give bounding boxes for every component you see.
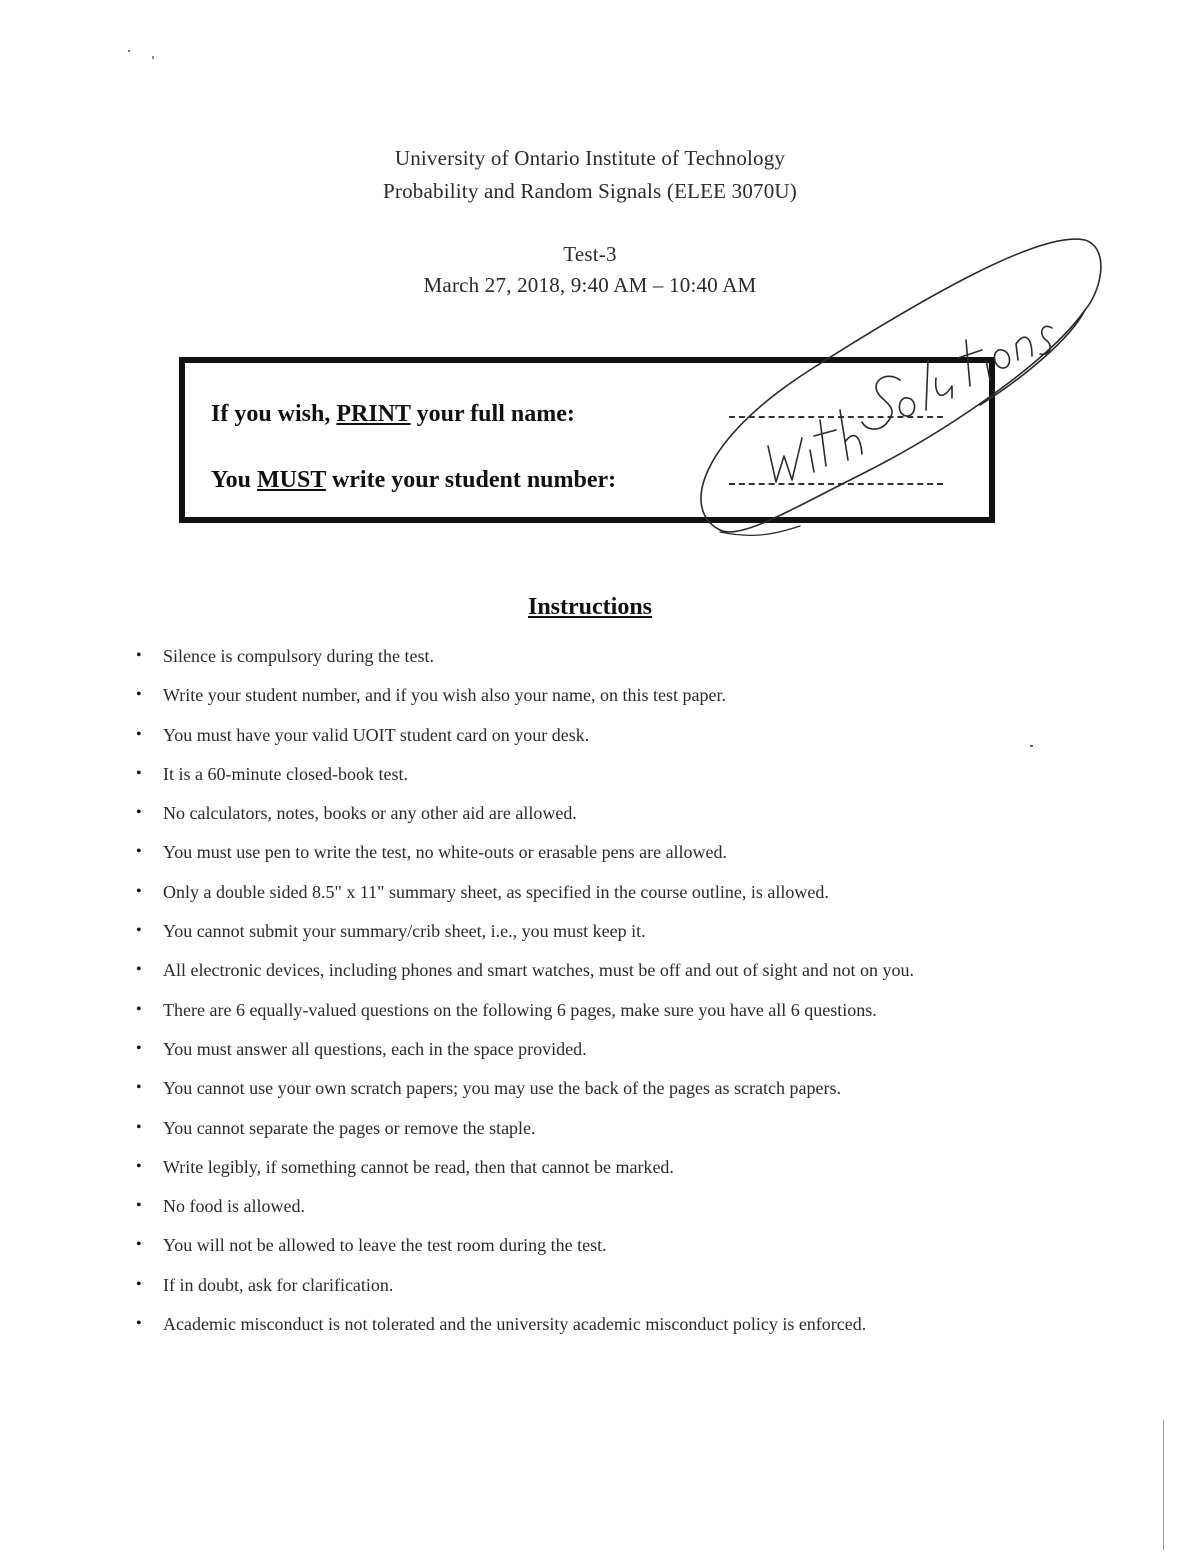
instruction-text: Only a double sided 8.5" x 11" summary sheet, as specified in the course outline, is allowed. [163, 881, 829, 902]
bullet-icon: • [136, 882, 142, 900]
instruction-text: You cannot separate the pages or remove the staple. [163, 1117, 536, 1138]
instruction-item [136, 801, 1086, 840]
instruction-item [136, 919, 1086, 958]
bullet-icon: • [136, 1157, 142, 1175]
bullet-icon: • [136, 922, 142, 940]
instruction-item [136, 1194, 1086, 1233]
instruction-item [136, 998, 1086, 1037]
bullet-icon: • [136, 764, 142, 782]
must-emphasis: MUST [257, 467, 326, 493]
instruction-item [136, 683, 1086, 722]
print-emphasis: PRINT [336, 401, 411, 427]
bullet-icon: • [136, 1118, 142, 1136]
instruction-item [136, 644, 1086, 683]
bullet-icon: • [136, 1079, 142, 1097]
instruction-text: No calculators, notes, books or any other aid are allowed. [163, 803, 577, 824]
instruction-text: You cannot use your own scratch papers; you may use the back of the pages as scratch papers. [163, 1078, 841, 1099]
bullet-icon: • [136, 686, 142, 704]
bullet-icon: • [136, 961, 142, 979]
scan-edge-line [1163, 1420, 1164, 1550]
instruction-text: You will not be allowed to leave the test room during the test. [163, 1235, 607, 1256]
bullet-icon: • [136, 1197, 142, 1215]
instruction-text: Academic misconduct is not tolerated and the university academic misconduct policy is enforced. [163, 1314, 867, 1335]
scan-speck [152, 56, 154, 59]
course-title: Probability and Random Signals (ELEE 3070U) [383, 179, 797, 203]
instruction-item [136, 958, 1086, 997]
instruction-item [136, 1233, 1086, 1272]
instruction-text: If in doubt, ask for clarification. [163, 1274, 394, 1295]
bullet-icon: • [136, 1039, 142, 1057]
student-number-prompt: You MUST write your student number: [211, 467, 617, 493]
bullet-icon: • [136, 804, 142, 822]
bullet-icon: • [136, 843, 142, 861]
instruction-text: It is a 60-minute closed-book test. [163, 763, 408, 784]
bullet-icon: • [136, 1000, 142, 1018]
test-date: March 27, 2018, 9:40 AM – 10:40 AM [423, 273, 757, 297]
name-student-number-box [179, 357, 995, 523]
instruction-item [136, 1273, 1086, 1312]
instruction-text: Write your student number, and if you wish also your name, on this test paper. [163, 685, 726, 706]
instruction-text: You cannot submit your summary/crib sheet, i.e., you must keep it. [163, 921, 646, 942]
instruction-item [136, 762, 1086, 801]
instruction-text: You must have your valid UOIT student card on your desk. [163, 724, 590, 745]
instructions-list [136, 644, 1086, 1351]
instruction-item [136, 1155, 1086, 1194]
instruction-item [136, 723, 1086, 762]
instruction-text: There are 6 equally-valued questions on the following 6 pages, make sure you have all 6 questions. [163, 999, 877, 1020]
instruction-item [136, 1076, 1086, 1115]
bullet-icon: • [136, 1315, 142, 1333]
full-name-field[interactable] [729, 416, 943, 418]
instruction-text: Write legibly, if something cannot be read, then that cannot be marked. [163, 1156, 674, 1177]
instruction-text: You must answer all questions, each in the space provided. [163, 1038, 587, 1059]
bullet-icon: • [136, 647, 142, 664]
instructions-heading: Instructions [527, 594, 653, 620]
instruction-text: Silence is compulsory during the test. [163, 646, 434, 666]
instruction-item [136, 1312, 1086, 1351]
instruction-item [136, 1037, 1086, 1076]
bullet-icon: • [136, 725, 142, 743]
scan-speck [128, 50, 130, 52]
university-name: University of Ontario Institute of Technology [394, 146, 786, 170]
instruction-item [136, 880, 1086, 919]
full-name-prompt: If you wish, PRINT your full name: [211, 401, 575, 427]
instruction-text: No food is allowed. [163, 1196, 305, 1217]
instruction-item [136, 840, 1086, 879]
instruction-text: All electronic devices, including phones and smart watches, must be off and out of sight and not on you. [163, 960, 915, 981]
bullet-icon: • [136, 1236, 142, 1254]
instruction-text: You must use pen to write the test, no white-outs or erasable pens are allowed. [163, 842, 728, 863]
student-number-field[interactable] [729, 483, 943, 485]
test-title: Test-3 [563, 242, 617, 266]
instruction-item [136, 1116, 1086, 1155]
bullet-icon: • [136, 1275, 142, 1293]
